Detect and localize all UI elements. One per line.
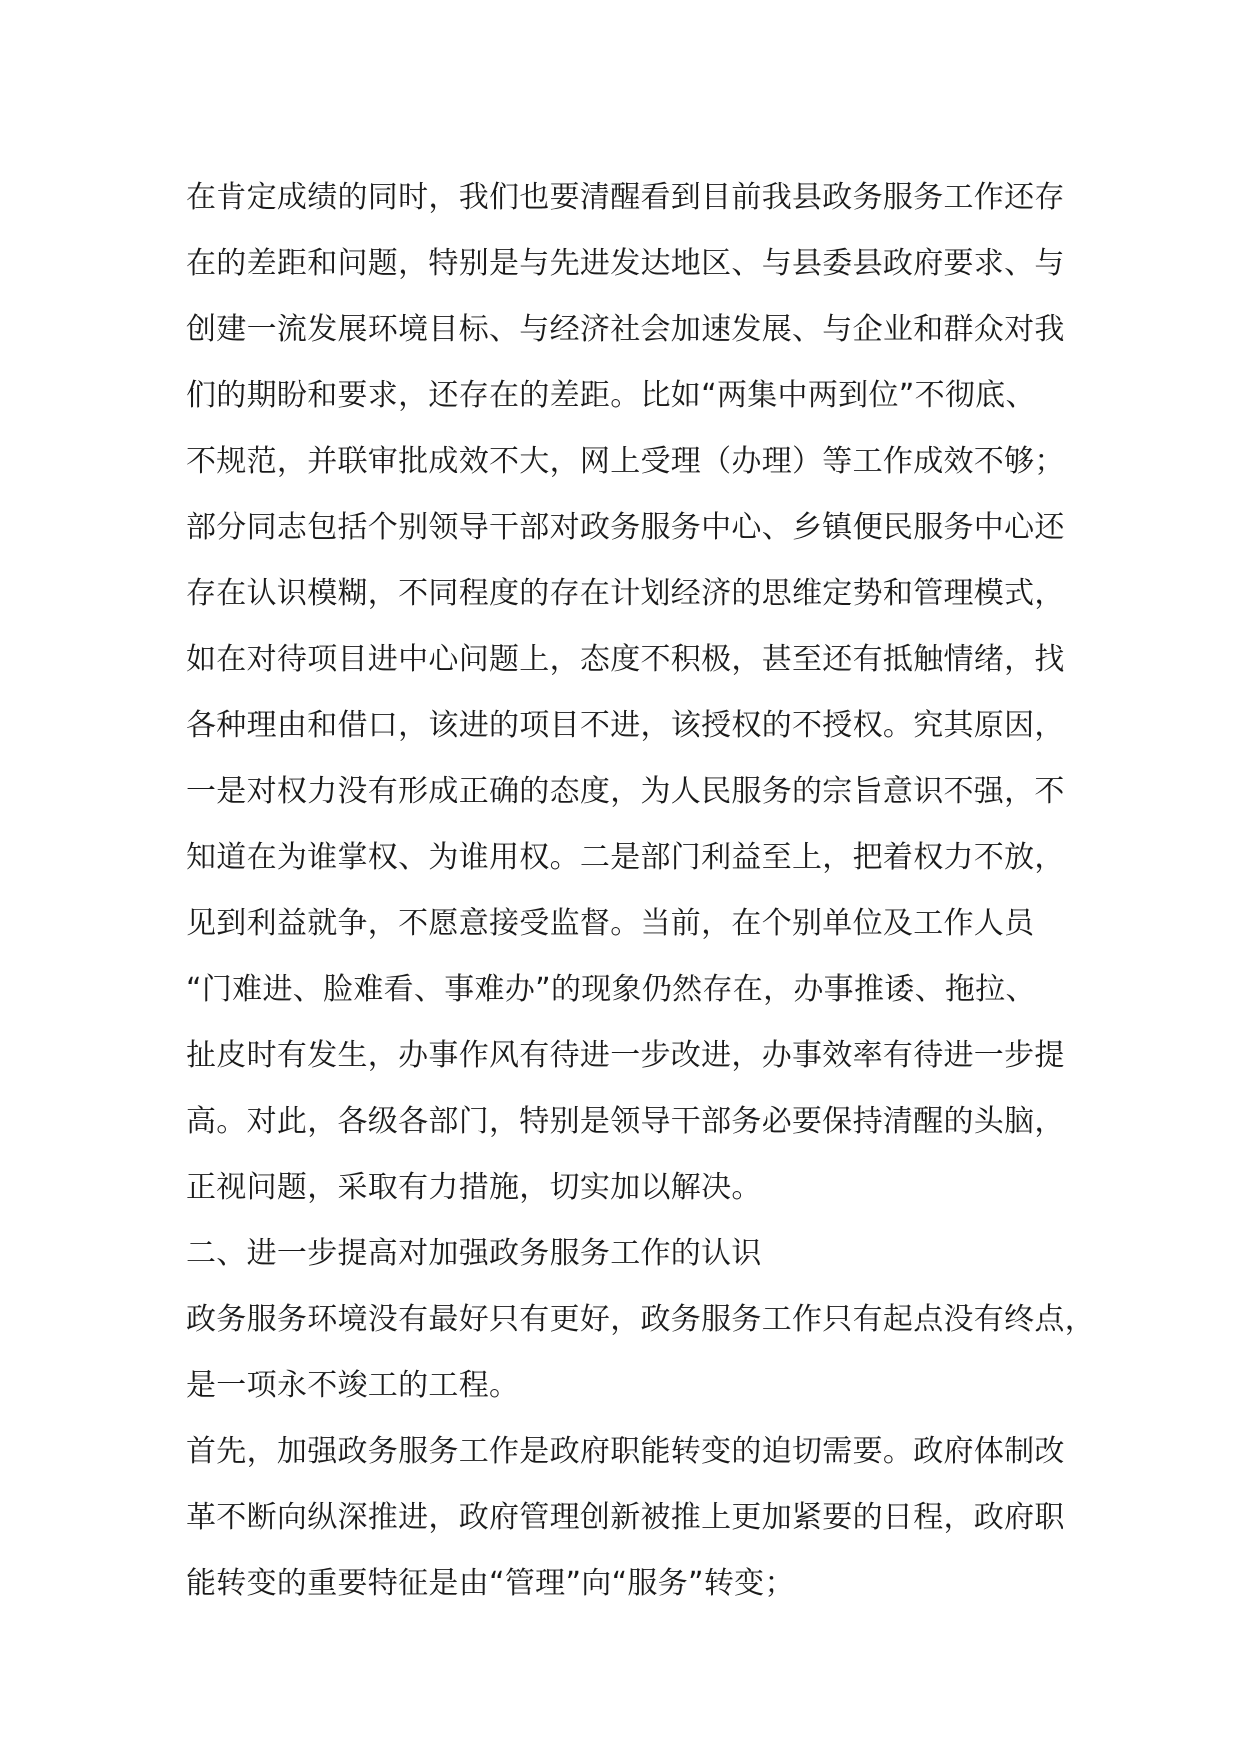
section-heading: 二、进一步提高对加强政务服务工作的认识	[186, 1236, 762, 1271]
paragraph-line: 在的差距和问题，特别是与先进发达地区、与县委县政府要求、与	[186, 246, 1065, 281]
document-body	[186, 165, 1095, 1617]
paragraph-line: “门难进、脸难看、事难办”的现象仍然存在，办事推诿、拖拉、	[186, 972, 1036, 1007]
paragraph-line: 各种理由和借口，该进的项目不进，该授权的不授权。究其原因，	[186, 708, 1065, 743]
paragraph-line: 高。对此，各级各部门，特别是领导干部务必要保持清醒的头脑，	[186, 1104, 1065, 1139]
paragraph-line: 正视问题，采取有力措施，切实加以解决。	[186, 1170, 762, 1205]
paragraph-line: 革不断向纵深推进，政府管理创新被推上更加紧要的日程，政府职	[186, 1500, 1065, 1535]
paragraph-line: 能转变的重要特征是由“管理”向“服务”转变；	[186, 1566, 795, 1601]
paragraph-line: 知道在为谁掌权、为谁用权。二是部门利益至上，把着权力不放，	[186, 840, 1065, 875]
paragraph-line: 存在认识模糊，不同程度的存在计划经济的思维定势和管理模式，	[186, 576, 1065, 611]
paragraph-line: 是一项永不竣工的工程。	[186, 1368, 520, 1403]
paragraph-line: 如在对待项目进中心问题上，态度不积极，甚至还有抵触情绪，找	[186, 642, 1065, 677]
paragraph-line: 一是对权力没有形成正确的态度，为人民服务的宗旨意识不强，不	[186, 774, 1065, 809]
paragraph-line: 们的期盼和要求，还存在的差距。比如“两集中两到位”不彻底、	[186, 378, 1036, 413]
paragraph-line: 见到利益就争，不愿意接受监督。当前，在个别单位及工作人员	[186, 906, 1035, 941]
paragraph-line: 不规范，并联审批成效不大，网上受理（办理）等工作成效不够；	[186, 444, 1065, 479]
paragraph-line: 首先，加强政务服务工作是政府职能转变的迫切需要。政府体制改	[186, 1434, 1065, 1469]
paragraph-line: 在肯定成绩的同时，我们也要清醒看到目前我县政务服务工作还存	[186, 180, 1065, 215]
paragraph-line: 政务服务环境没有最好只有更好，政务服务工作只有起点没有终点，	[186, 1302, 1095, 1337]
paragraph-line: 创建一流发展环境目标、与经济社会加速发展、与企业和群众对我	[186, 312, 1065, 347]
paragraph-line: 扯皮时有发生，办事作风有待进一步改进，办事效率有待进一步提	[186, 1038, 1065, 1073]
paragraph-line: 部分同志包括个别领导干部对政务服务中心、乡镇便民服务中心还	[186, 510, 1065, 545]
